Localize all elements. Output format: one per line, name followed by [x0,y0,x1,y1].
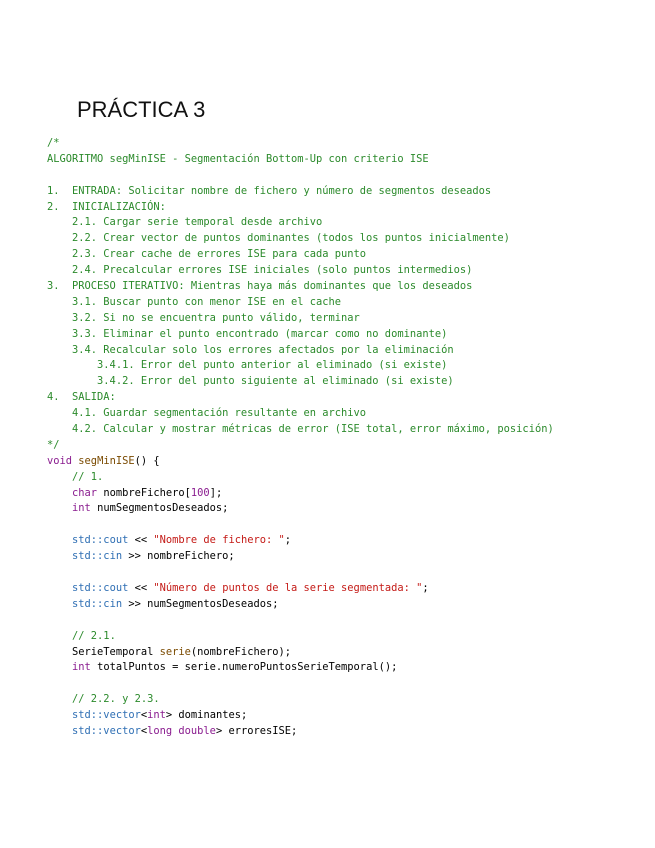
code-line [47,358,647,374]
code-line [47,263,647,279]
code-line [47,136,647,152]
code-keyword: int [72,502,91,515]
code-line [47,200,647,216]
code-text: ; [422,581,429,594]
code-text [47,725,72,737]
code-line [47,438,647,454]
code-keyword: int [147,709,166,722]
code-line [47,549,647,565]
code-line [47,565,647,581]
code-comment: 4.2. Calcular y mostrar métricas de error (ISE total, error máximo, posición) [47,423,554,436]
code-comment: 2.4. Precalcular errores ISE iniciales (solo puntos intermedios) [47,264,473,277]
code-string: "Número de puntos de la serie segmentada: " [153,581,423,594]
code-comment: 4. SALIDA: [47,391,116,404]
code-text: << [128,581,154,594]
code-comment: 3.4.2. Error del punto siguiente al eliminado (si existe) [47,375,454,388]
code-keyword: int [72,661,91,674]
code-comment: 3.4. Recalcular solo los errores afectados por la eliminación [47,343,454,356]
code-comment: 2.2. Crear vector de puntos dominantes (todos los puntos inicialmente) [47,232,510,245]
code-line [47,501,647,517]
code-text: SerieTemporal [47,645,160,658]
code-text: > dominantes; [165,709,248,722]
code-comment: // 2.1. [72,629,116,642]
code-comment: 3.4.1. Error del punto anterior al eliminado (si existe) [47,359,448,372]
code-keyword: long double [147,724,216,737]
code-text: < [140,724,148,737]
code-text: >> numSegmentosDeseados; [122,597,279,610]
code-line [47,581,647,597]
code-line [47,692,647,708]
code-line [47,422,647,438]
code-line [47,629,647,645]
code-text: nombreFichero[ [97,486,191,499]
code-line [47,454,647,470]
code-text [47,534,72,546]
code-text: (nombreFichero); [190,645,291,658]
code-line [47,231,647,247]
code-text [47,502,72,514]
code-number: 100 [190,486,210,499]
code-line [47,724,647,740]
code-keyword: void [47,454,73,467]
code-text: >> nombreFichero; [122,550,235,563]
code-line [47,597,647,613]
code-text: < [140,709,148,722]
code-line [47,295,647,311]
code-namespace: std::vector [72,709,141,722]
code-namespace: std::cin [72,550,123,563]
code-text: () { [134,454,160,467]
code-text [47,598,72,610]
code-string: "Nombre de fichero: " [153,534,285,547]
code-line [47,486,647,502]
code-line [47,517,647,533]
code-text [47,630,72,642]
code-namespace: std::cin [72,597,123,610]
code-text: numSegmentosDeseados; [90,502,229,515]
code-text: ]; [209,486,223,499]
code-comment: ALGORITMO segMinISE - Segmentación Bottom-Up con criterio ISE [47,152,429,165]
code-line [47,152,647,168]
code-comment: 2.3. Crear cache de errores ISE para cada punto [47,248,367,261]
code-text [47,471,72,483]
code-comment: 3.3. Eliminar el punto encontrado (marcar como no dominante) [47,327,448,340]
code-comment: */ [47,438,60,451]
code-line [47,374,647,390]
code-line [47,660,647,676]
code-text: ; [284,534,292,547]
page-title: PRÁCTICA 3 [77,97,206,122]
code-namespace: std::vector [72,724,141,737]
code-text [47,661,72,673]
code-line [47,645,647,661]
code-comment: /* [47,137,60,149]
code-line [47,168,647,184]
code-comment: 2.1. Cargar serie temporal desde archivo [47,216,323,229]
code-line [47,470,647,486]
code-text: << [128,534,154,547]
code-line [47,533,647,549]
code-line [47,279,647,295]
code-comment: 3.2. Si no se encuentra punto válido, terminar [47,311,360,324]
code-line [47,247,647,263]
code-line [47,184,647,200]
code-comment: // 1. [72,470,104,483]
code-comment: 4.1. Guardar segmentación resultante en archivo [47,407,367,420]
code-text [47,582,72,594]
code-text [47,550,72,562]
code-comment: // 2.2. y 2.3. [72,693,160,706]
code-text: totalPuntos = serie.numeroPuntosSerieTemporal(); [90,661,398,674]
code-text [47,709,72,721]
code-comment: 1. ENTRADA: Solicitar nombre de fichero y número de segmentos deseados [47,184,492,197]
code-line [47,406,647,422]
code-text: > erroresISE; [215,724,298,737]
code-namespace: std::cout [72,581,129,594]
code-line [47,613,647,629]
code-keyword: char [72,486,98,499]
code-comment: 2. INICIALIZACIÓN: [47,200,166,213]
code-line [47,327,647,343]
code-line [47,343,647,359]
code-comment: 3. PROCESO ITERATIVO: Mientras haya más dominantes que los deseados [47,280,473,293]
code-function: serie [159,645,191,658]
code-function: segMinISE [78,454,135,467]
code-line [47,390,647,406]
code-line [47,311,647,327]
code-text [47,487,72,499]
code-namespace: std::cout [72,534,129,547]
code-line [47,215,647,231]
code-comment: 3.1. Buscar punto con menor ISE en el cache [47,295,342,308]
code-block [47,136,647,740]
code-line [47,676,647,692]
code-text [47,693,72,705]
code-line [47,708,647,724]
